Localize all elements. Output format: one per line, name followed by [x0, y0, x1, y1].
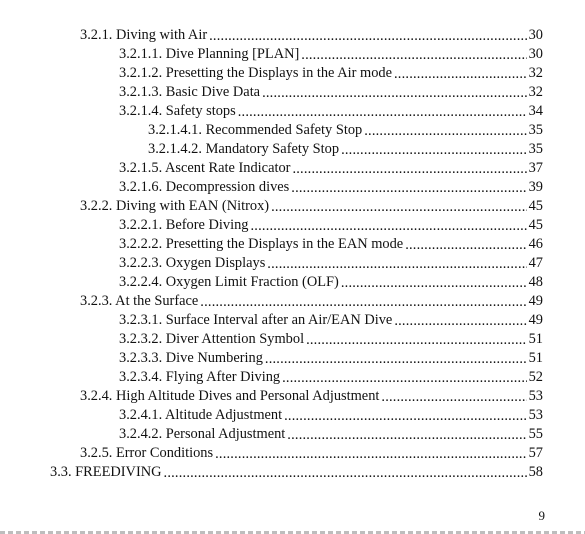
toc-entry[interactable] — [119, 311, 543, 330]
toc-entry-title: 3.2.3.2. Diver Attention Symbol — [119, 331, 305, 347]
toc-entry-page: 32 — [528, 65, 543, 81]
toc-entry-title: 3.2.1.5. Ascent Rate Indicator — [119, 160, 291, 176]
toc-entry-page: 35 — [528, 141, 543, 157]
toc-dot-leader — [265, 349, 527, 368]
toc-entry-title: 3.2.1.4.2. Mandatory Safety Stop — [148, 141, 340, 157]
toc-entry-title: 3.2.1.6. Decompression dives — [119, 179, 290, 195]
toc-dot-leader — [405, 235, 526, 254]
toc-entry[interactable] — [80, 387, 543, 406]
toc-entry[interactable] — [119, 64, 543, 83]
toc-entry-page: 48 — [528, 274, 543, 290]
toc-entry[interactable] — [80, 197, 543, 216]
toc-dot-leader — [394, 311, 526, 330]
toc-entry-title: 3.2.4. High Altitude Dives and Personal Adjustment — [80, 388, 380, 404]
toc-entry[interactable] — [148, 140, 543, 159]
toc-entry-page: 47 — [528, 255, 543, 271]
toc-entry-title: 3.2.3.4. Flying After Diving — [119, 369, 281, 385]
toc-entry-title: 3.2.1.4. Safety stops — [119, 103, 236, 119]
toc-dot-leader — [301, 45, 526, 64]
toc-entry-title: 3.2.1.2. Presetting the Displays in the Air mode — [119, 65, 392, 81]
toc-entry-page: 53 — [528, 407, 543, 423]
toc-entry[interactable] — [119, 159, 543, 178]
toc-dot-leader — [251, 216, 527, 235]
toc-entry[interactable] — [119, 102, 543, 121]
toc-entry[interactable] — [50, 463, 543, 482]
toc-entry-page: 39 — [528, 179, 543, 195]
toc-entry-title: 3.2.1.4.1. Recommended Safety Stop — [148, 122, 363, 138]
toc-entry-title: 3.2.2.1. Before Diving — [119, 217, 249, 233]
toc-entry[interactable] — [119, 178, 543, 197]
toc-entry[interactable] — [80, 292, 543, 311]
toc-dot-leader — [394, 64, 527, 83]
toc-dot-leader — [271, 197, 527, 216]
toc-entry-page: 57 — [528, 445, 543, 461]
toc-entry-page: 52 — [528, 369, 543, 385]
toc-entry-title: 3.2.3.3. Dive Numbering — [119, 350, 263, 366]
toc-entry[interactable] — [80, 444, 543, 463]
toc-dot-leader — [215, 444, 527, 463]
toc-entry-page: 51 — [528, 331, 543, 347]
toc-entry-page: 49 — [528, 312, 543, 328]
toc-dot-leader — [209, 26, 526, 45]
toc-dot-leader — [238, 102, 527, 121]
toc-dot-leader — [291, 178, 526, 197]
toc-dot-leader — [164, 463, 527, 482]
toc-entry[interactable] — [119, 83, 543, 102]
toc-entry-title: 3.2.4.1. Altitude Adjustment — [119, 407, 283, 423]
toc-entry-page: 34 — [528, 103, 543, 119]
toc-entry[interactable] — [80, 26, 543, 45]
toc-entry-title: 3.2.4.2. Personal Adjustment — [119, 426, 286, 442]
toc-entry-title: 3.2.2.4. Oxygen Limit Fraction (OLF) — [119, 274, 339, 290]
toc-entry[interactable] — [119, 254, 543, 273]
toc-entry-page: 30 — [528, 46, 543, 62]
toc-entry-title: 3.2.5. Error Conditions — [80, 445, 214, 461]
toc-entry-title: 3.2.1.3. Basic Dive Data — [119, 84, 261, 100]
toc-entry[interactable] — [119, 368, 543, 387]
toc-entry-title: 3.2.2.2. Presetting the Displays in the EAN mode — [119, 236, 404, 252]
toc-entry-page: 30 — [528, 27, 543, 43]
toc-entry-title: 3.3. FREEDIVING — [50, 464, 162, 480]
toc-entry-page: 37 — [528, 160, 543, 176]
toc-entry[interactable] — [119, 216, 543, 235]
toc-dot-leader — [381, 387, 526, 406]
toc-dot-leader — [341, 273, 527, 292]
toc-entry-page: 45 — [528, 217, 543, 233]
toc-entry[interactable] — [148, 121, 543, 140]
toc-entry-title: 3.2.2. Diving with EAN (Nitrox) — [80, 198, 270, 214]
toc-dot-leader — [292, 159, 526, 178]
toc-dot-leader — [262, 83, 527, 102]
toc-entry-page: 35 — [528, 122, 543, 138]
toc-dot-leader — [306, 330, 527, 349]
toc-entry[interactable] — [119, 330, 543, 349]
toc-dot-leader — [284, 406, 527, 425]
toc-dot-leader — [267, 254, 526, 273]
toc-entry[interactable] — [119, 235, 543, 254]
toc-entry-page: 45 — [528, 198, 543, 214]
toc-entry-title: 3.2.1. Diving with Air — [80, 27, 208, 43]
toc-entry-page: 32 — [528, 84, 543, 100]
toc-dot-leader — [282, 368, 527, 387]
toc-entry-page: 55 — [528, 426, 543, 442]
toc-entry[interactable] — [119, 406, 543, 425]
toc-entry-page: 46 — [528, 236, 543, 252]
toc-dot-leader — [364, 121, 526, 140]
toc-dot-leader — [287, 425, 526, 444]
toc-entry-page: 49 — [528, 293, 543, 309]
toc-dot-leader — [341, 140, 527, 159]
toc-entry-page: 58 — [528, 464, 543, 480]
toc-entry-title: 3.2.3.1. Surface Interval after an Air/EAN Dive — [119, 312, 393, 328]
toc-entry-title: 3.2.1.1. Dive Planning [PLAN] — [119, 46, 300, 62]
toc-entry[interactable] — [119, 45, 543, 64]
toc-entry-title: 3.2.2.3. Oxygen Displays — [119, 255, 266, 271]
toc-entry-title: 3.2.3. At the Surface — [80, 293, 199, 309]
toc-entry[interactable] — [119, 349, 543, 368]
toc-entry-page: 51 — [528, 350, 543, 366]
page-number: 9 — [538, 508, 545, 523]
toc-entry[interactable] — [119, 273, 543, 292]
toc-entry[interactable] — [119, 425, 543, 444]
toc-entry-page: 53 — [528, 388, 543, 404]
toc-dot-leader — [200, 292, 526, 311]
